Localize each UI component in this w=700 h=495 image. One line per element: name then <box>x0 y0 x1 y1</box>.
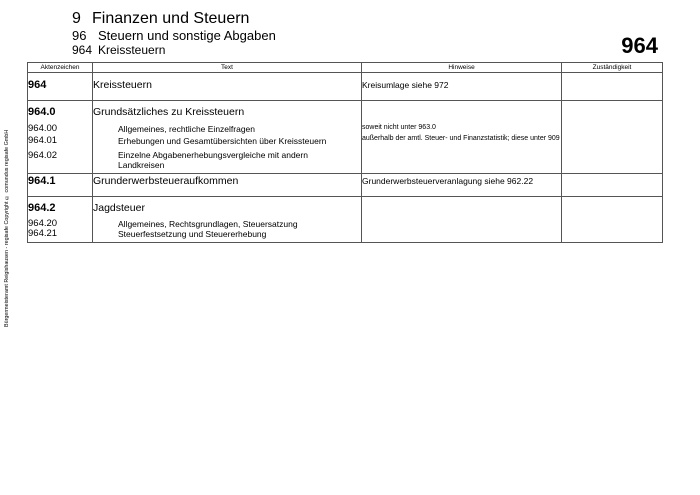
hint-cell <box>362 73 562 101</box>
file-number: 964.0 <box>28 106 56 118</box>
heading-level-2-number: 96 <box>72 28 87 43</box>
sub-hint-text: außerhalb der amtl. Steuer- und Finanzstatistik; diese unter 909 <box>362 135 560 142</box>
table-row <box>28 197 663 243</box>
sub-file-title: Allgemeines, Rechtsgrundlagen, Steuersatzung <box>118 219 298 229</box>
sub-file-number: 964.20 <box>28 218 58 229</box>
file-title: Grundsätzliches zu Kreissteuern <box>93 106 245 118</box>
text-cell <box>93 197 362 243</box>
document-heading <box>72 10 276 57</box>
column-header-hinweise: Hinweise <box>362 63 562 73</box>
text-cell <box>93 174 362 197</box>
table-header-row <box>28 63 663 73</box>
sub-file-number: 964.02 <box>28 150 58 161</box>
text-cell <box>93 101 362 174</box>
sub-file-title: Einzelne Abgabenerhebungsvergleiche mit andern Landkreisen <box>118 150 308 170</box>
heading-level-2 <box>72 28 276 43</box>
copyright-side-text: Bürgermeisteramt Reigishausen - regisafe Copyright © comundus regisafe GmbH <box>4 129 10 327</box>
heading-level-3-title: Kreissteuern <box>98 43 166 57</box>
table-row <box>28 174 663 197</box>
file-title: Jagdsteuer <box>93 202 145 214</box>
sub-hint-text: soweit nicht unter 963.0 <box>362 124 436 131</box>
sub-file-title: Steuerfestsetzung und Steuererhebung <box>118 229 267 239</box>
file-title: Grunderwerbsteueraufkommen <box>93 175 239 187</box>
file-number: 964.1 <box>28 175 56 187</box>
aktenzeichen-cell <box>28 197 93 243</box>
file-title: Kreissteuern <box>93 79 152 91</box>
column-header-aktenzeichen: Aktenzeichen <box>28 63 93 73</box>
heading-level-1-title: Finanzen und Steuern <box>92 10 250 27</box>
heading-level-1 <box>72 10 276 28</box>
table-row <box>28 101 663 174</box>
sub-file-number: 964.21 <box>28 228 58 239</box>
heading-level-3-number: 964 <box>72 43 93 57</box>
file-number: 964.2 <box>28 202 56 214</box>
heading-level-2-title: Steuern und sonstige Abgaben <box>98 28 276 43</box>
page-number-badge: 964 <box>621 33 658 58</box>
sub-file-number: 964.01 <box>28 135 58 146</box>
aktenzeichen-cell <box>28 174 93 197</box>
hint-cell <box>362 101 562 174</box>
text-cell <box>93 73 362 101</box>
hint-cell <box>362 197 562 243</box>
file-plan-table <box>27 62 663 243</box>
hint-text: Kreisumlage siehe 972 <box>362 80 449 90</box>
file-number: 964 <box>28 79 47 91</box>
responsibility-cell <box>562 174 663 197</box>
sub-file-title: Erhebungen und Gesamtübersichten über Kreissteuern <box>118 136 327 146</box>
responsibility-cell <box>562 197 663 243</box>
heading-level-3 <box>72 43 276 57</box>
heading-level-1-number: 9 <box>72 10 81 27</box>
sub-file-number: 964.00 <box>28 123 58 134</box>
aktenzeichen-cell <box>28 73 93 101</box>
column-header-zustaendigkeit: Zuständigkeit <box>562 63 663 73</box>
responsibility-cell <box>562 101 663 174</box>
column-header-text: Text <box>93 63 362 73</box>
table-row <box>28 73 663 101</box>
sub-file-title: Allgemeines, rechtliche Einzelfragen <box>118 124 256 134</box>
hint-text: Grunderwerbsteuerveranlagung siehe 962.22 <box>362 176 534 186</box>
hint-cell <box>362 174 562 197</box>
aktenzeichen-cell <box>28 101 93 174</box>
responsibility-cell <box>562 73 663 101</box>
